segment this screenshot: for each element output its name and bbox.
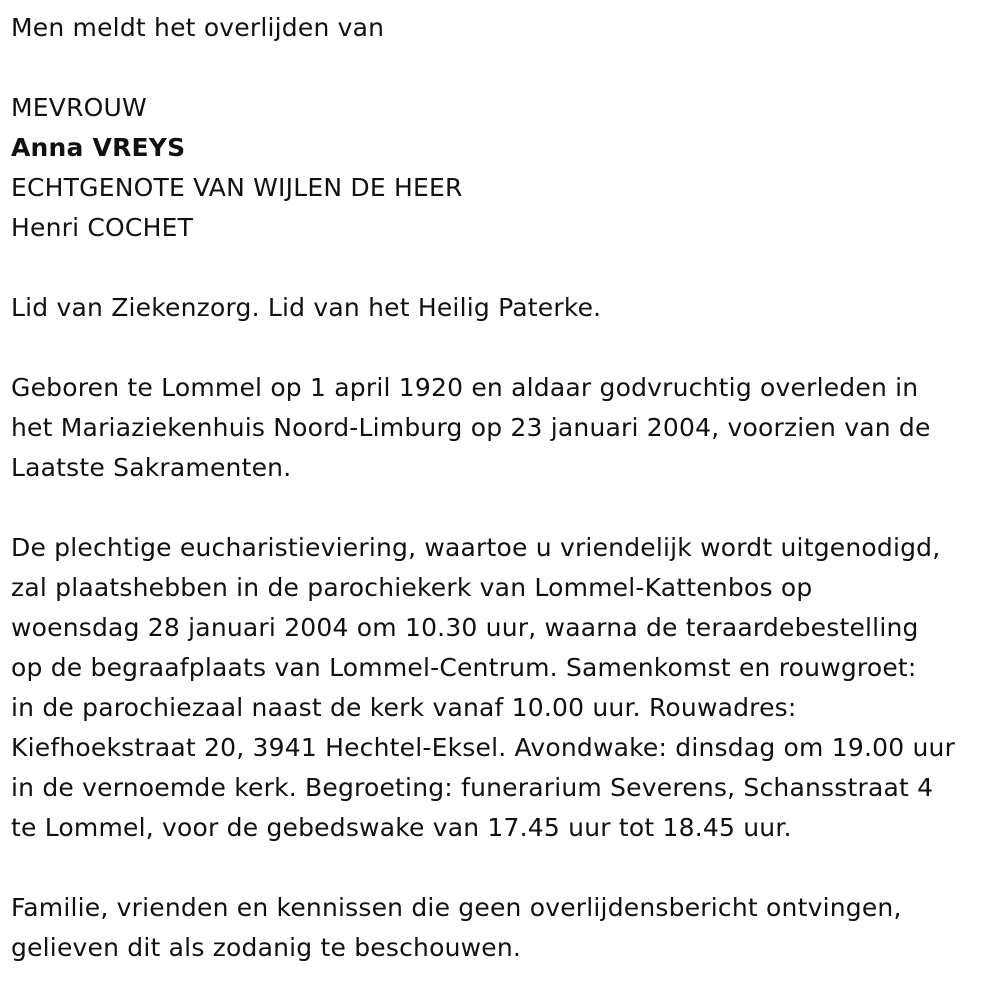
paragraph-line: Geboren te Lommel op 1 april 1920 en aldaar godvruchtig overleden in	[11, 373, 919, 402]
birth-paragraph	[11, 368, 991, 488]
title-line: MEVROUW	[11, 93, 147, 122]
paragraph-line: in de vernoemde kerk. Begroeting: funerarium Severens, Schansstraat 4	[11, 773, 934, 802]
intro-text: Men meldt het overlijden van	[11, 13, 385, 42]
spacer	[11, 848, 991, 888]
deceased-name: Anna VREYS	[11, 133, 186, 162]
paragraph-line: Kiefhoekstraat 20, 3941 Hechtel-Eksel. Avondwake: dinsdag om 19.00 uur	[11, 733, 956, 762]
relation-text: ECHTGENOTE VAN WIJLEN DE HEER	[11, 173, 463, 202]
ceremony-paragraph	[11, 528, 991, 848]
paragraph-line: het Mariaziekenhuis Noord-Limburg op 23 januari 2004, voorzien van de	[11, 413, 931, 442]
paragraph-line: De plechtige eucharistieviering, waartoe u vriendelijk wordt uitgenodigd,	[11, 533, 941, 562]
paragraph-line: op de begraafplaats van Lommel-Centrum. Samenkomst en rouwgroet:	[11, 653, 917, 682]
paragraph-line: in de parochiezaal naast de kerk vanaf 10.00 uur. Rouwadres:	[11, 693, 797, 722]
paragraph-line: zal plaatshebben in de parochiekerk van Lommel-Kattenbos op	[11, 573, 813, 602]
spacer	[11, 328, 991, 368]
paragraph-line: gelieven dit als zodanig te beschouwen.	[11, 933, 522, 962]
membership-text: Lid van Ziekenzorg. Lid van het Heilig Paterke.	[11, 293, 602, 322]
paragraph-line: te Lommel, voor de gebedswake van 17.45 uur tot 18.45 uur.	[11, 813, 792, 842]
closing-paragraph	[11, 888, 991, 968]
obituary-notice	[11, 8, 991, 968]
paragraph-line: Familie, vrienden en kennissen die geen overlijdensbericht ontvingen,	[11, 893, 902, 922]
spacer	[11, 48, 991, 88]
spacer	[11, 488, 991, 528]
paragraph-line: Laatste Sakramenten.	[11, 453, 292, 482]
paragraph-line: woensdag 28 januari 2004 om 10.30 uur, waarna de teraardebestelling	[11, 613, 919, 642]
spouse-name: Henri COCHET	[11, 213, 194, 242]
spacer	[11, 248, 991, 288]
